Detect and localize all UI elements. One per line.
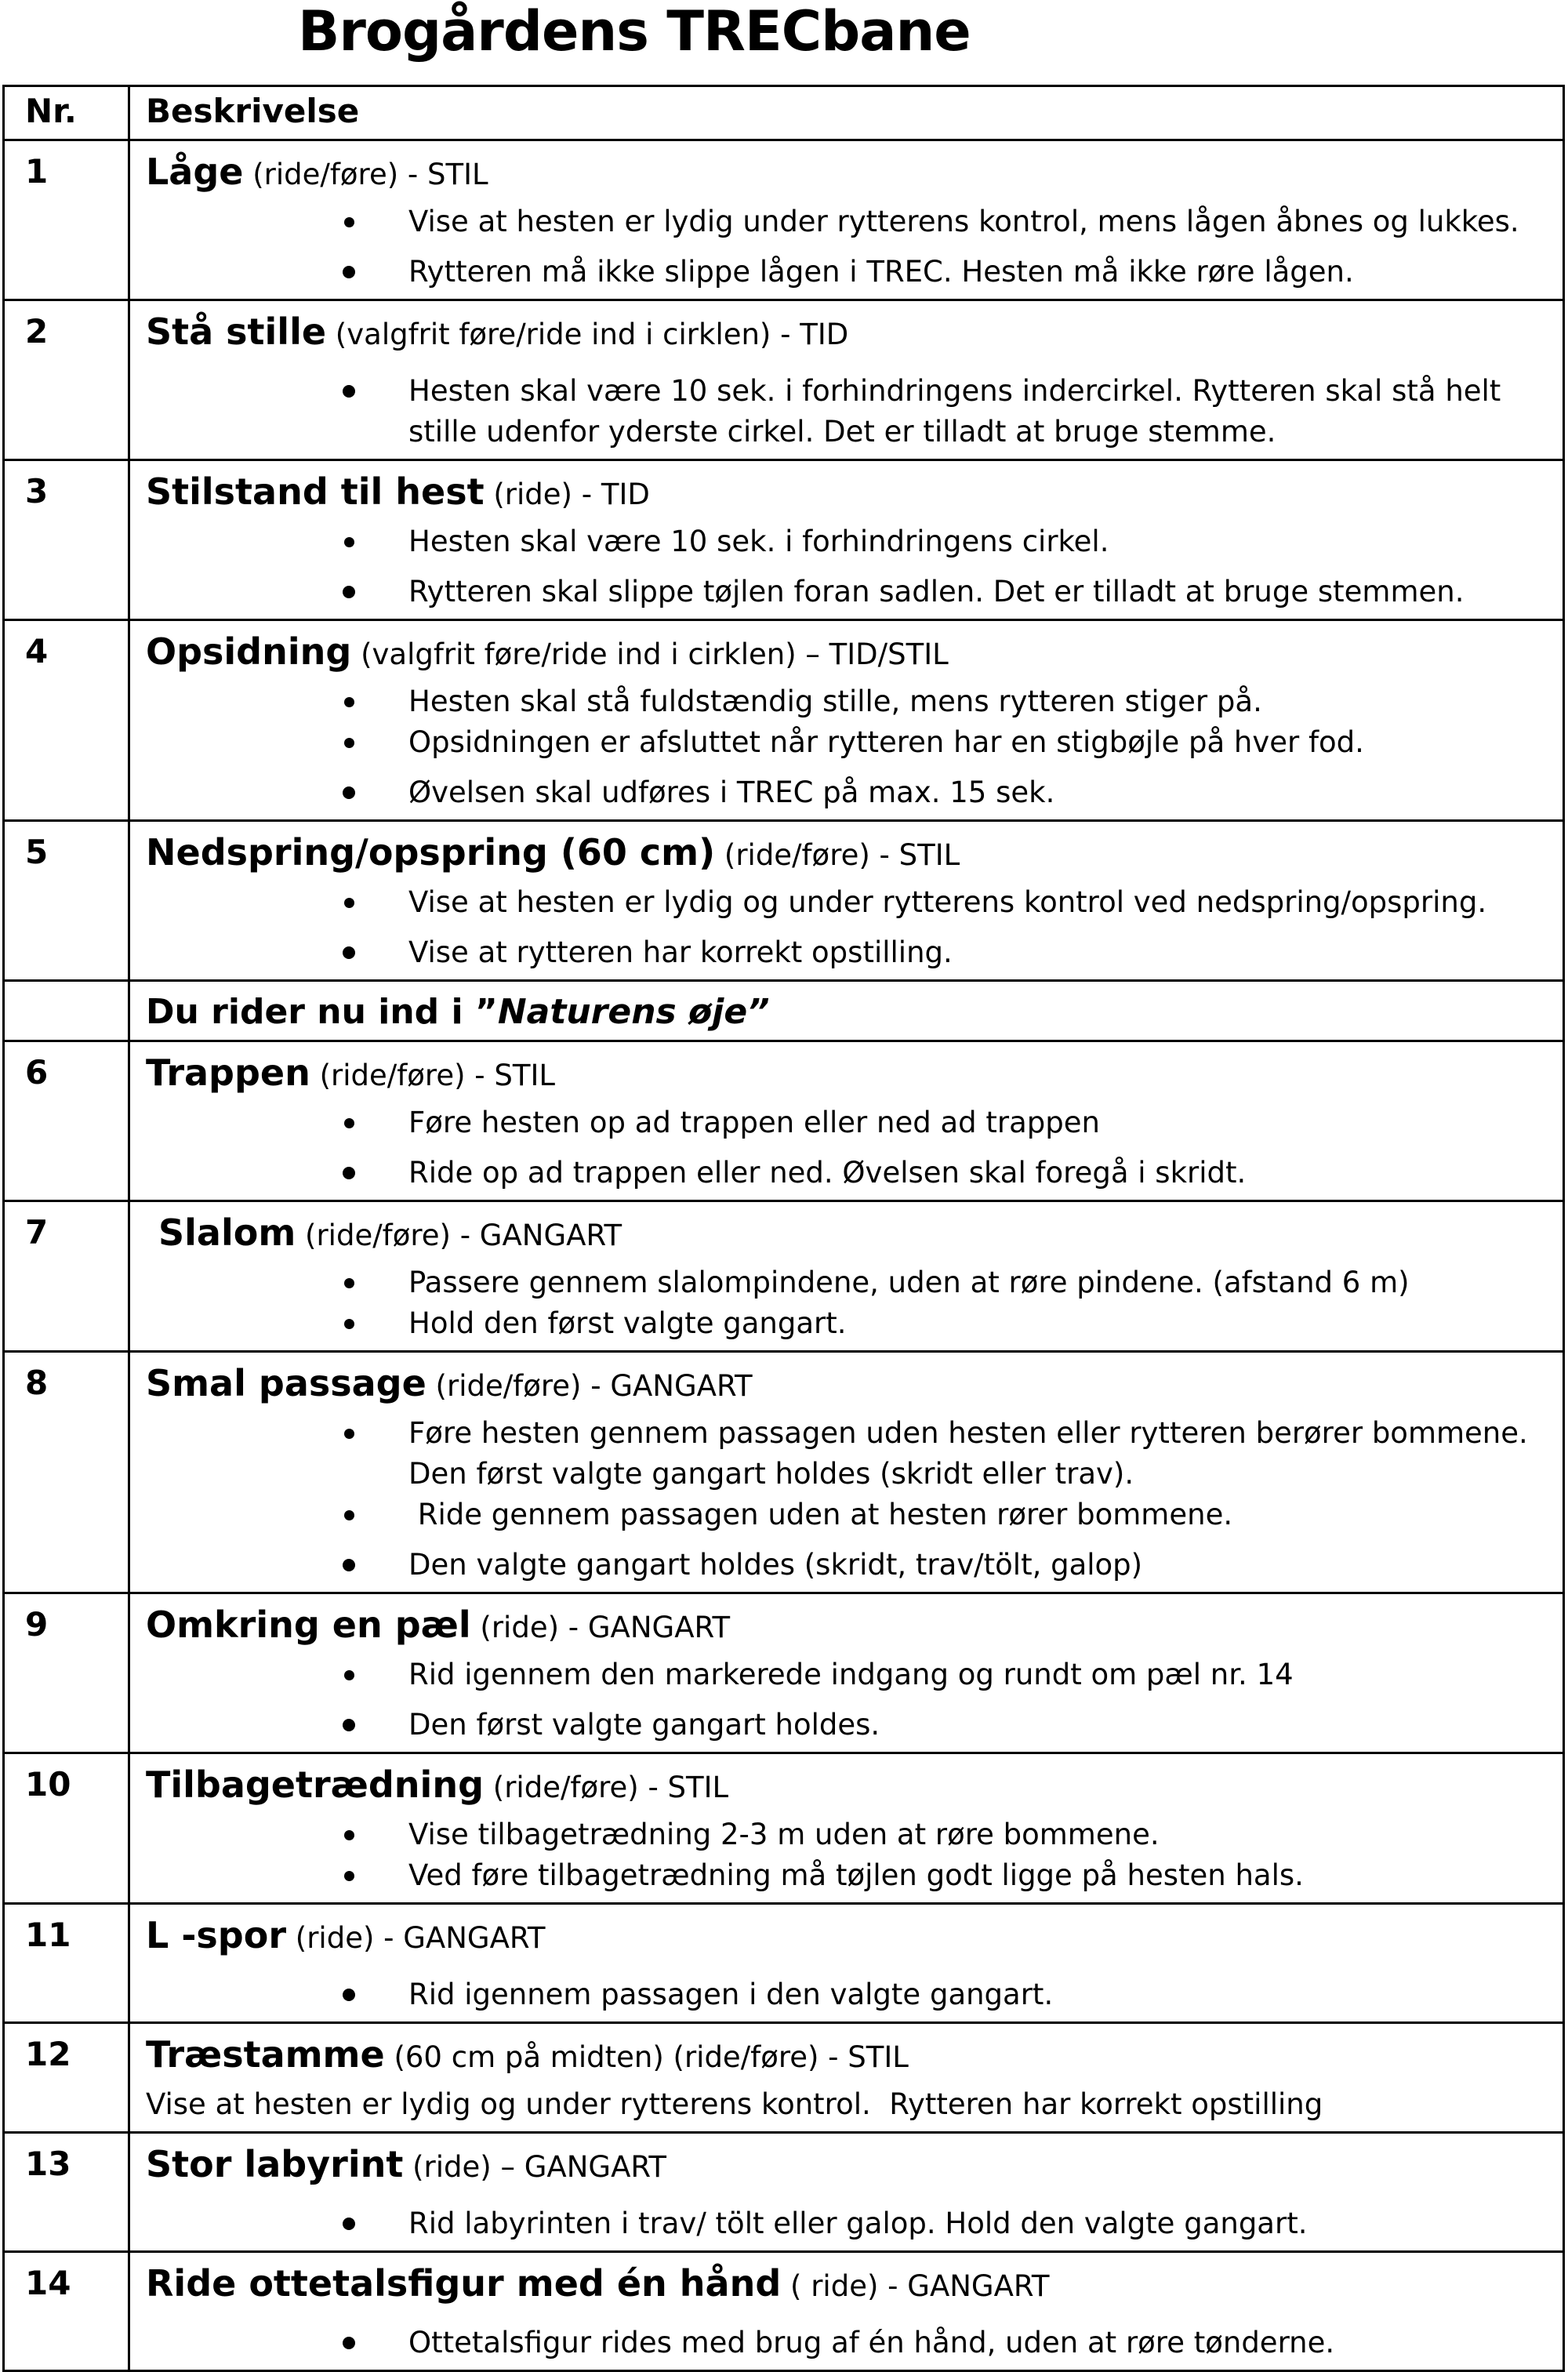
obstacle-name: Opsidning — [146, 630, 352, 673]
bullet-item — [130, 1102, 1563, 1143]
obstacle-heading — [130, 831, 1563, 882]
obstacle-meta: (valgfrit føre/ride ind i cirklen) - TID — [326, 318, 849, 351]
row-description — [129, 821, 1564, 981]
row-description — [129, 2133, 1564, 2252]
obstacle-heading — [130, 1914, 1563, 1965]
obstacle-meta: (ride/føre) - GANGART — [296, 1219, 622, 1252]
bullet-dot-icon — [344, 537, 354, 547]
obstacle-heading — [130, 1211, 1563, 1262]
row-description — [129, 981, 1564, 1041]
obstacle-heading — [130, 2033, 1563, 2084]
bullet-item — [130, 1814, 1563, 1855]
row-number: 5 — [4, 821, 129, 981]
table-row — [4, 140, 1564, 300]
bullet-dot-icon — [344, 1429, 354, 1439]
bullet-item — [130, 2203, 1563, 2244]
bullet-dot-icon — [343, 385, 355, 398]
obstacle-heading — [130, 1764, 1563, 1814]
row-description — [129, 1753, 1564, 1904]
row-description — [129, 1593, 1564, 1753]
section-heading-text: Du rider nu ind i ” — [146, 992, 498, 1032]
obstacle-name: Trappen — [146, 1052, 310, 1094]
bullet-item — [130, 772, 1563, 813]
bullet-dot-icon — [343, 1719, 355, 1731]
row-description — [129, 1904, 1564, 2023]
table-row — [4, 1593, 1564, 1753]
bullet-item — [130, 1413, 1563, 1495]
bullet-dot-icon — [343, 786, 355, 799]
bullet-dot-icon — [344, 217, 354, 227]
obstacle-meta: (ride/føre) - STIL — [715, 838, 960, 872]
bullet-dot-icon — [343, 2218, 355, 2230]
bullet-dot-icon — [344, 1118, 354, 1128]
table-row — [4, 1753, 1564, 1904]
obstacle-description-text: Vise at hesten er lydig og under rytterens kontrol. Rytteren har korrekt opstilling — [146, 2087, 1323, 2121]
row-description — [129, 460, 1564, 620]
bullet-dot-icon — [343, 1989, 355, 2001]
row-number: 7 — [4, 1201, 129, 1352]
obstacle-name: Stå stille — [146, 311, 327, 353]
bullet-text: Rid labyrinten i trav/ tölt eller galop. Hold den valgte gangart. — [408, 2207, 1308, 2240]
table-row — [4, 1201, 1564, 1352]
obstacle-name: Nedspring/opspring (60 cm) — [146, 831, 716, 874]
bullet-item — [130, 202, 1563, 242]
obstacle-heading — [130, 1604, 1563, 1655]
bullet-item — [130, 1855, 1563, 1896]
bullet-item — [130, 932, 1563, 973]
row-number — [4, 981, 129, 1041]
bullet-text: Rytteren skal slippe tøjlen foran sadlen. Det er tilladt at bruge stemmen. — [408, 575, 1465, 608]
obstacle-name: Stor labyrint — [146, 2143, 404, 2185]
row-number: 14 — [4, 2252, 129, 2371]
page-title: Brogårdens TRECbane — [298, 0, 971, 64]
obstacle-name: Omkring en pæl — [146, 1604, 471, 1646]
obstacle-name: Træstamme — [146, 2033, 385, 2076]
bullet-item — [130, 722, 1563, 763]
table-row — [4, 1041, 1564, 1201]
bullet-dot-icon — [343, 946, 355, 959]
bullet-item — [130, 1303, 1563, 1344]
obstacle-name: L -spor — [146, 1914, 287, 1956]
bullet-text: Den valgte gangart holdes (skridt, trav/tölt, galop) — [408, 1548, 1143, 1582]
obstacle-name: Smal passage — [146, 1362, 426, 1404]
section-heading — [130, 991, 1563, 1033]
row-number: 13 — [4, 2133, 129, 2252]
bullet-text: Vise tilbagetrædning 2-3 m uden at røre bommene. — [408, 1818, 1160, 1851]
obstacle-heading — [130, 470, 1563, 521]
obstacle-meta: (ride/føre) - STIL — [484, 1771, 729, 1804]
bullet-item — [130, 521, 1563, 562]
bullet-item — [130, 1655, 1563, 1695]
obstacle-heading — [130, 1052, 1563, 1102]
bullet-dot-icon — [343, 1559, 355, 1571]
bullet-item — [130, 371, 1563, 452]
row-number: 3 — [4, 460, 129, 620]
table-row — [4, 620, 1564, 821]
bullet-item — [130, 681, 1563, 722]
row-number: 12 — [4, 2023, 129, 2133]
table-row — [4, 821, 1564, 981]
bullet-text: Føre hesten op ad trappen eller ned ad trappen — [408, 1106, 1100, 1139]
bullet-text: Ride op ad trappen eller ned. Øvelsen skal foregå i skridt. — [408, 1156, 1247, 1190]
row-number: 2 — [4, 300, 129, 460]
bullet-text: Øvelsen skal udføres i TREC på max. 15 sek. — [408, 776, 1055, 809]
obstacle-name: Slalom — [146, 1211, 296, 1254]
row-number: 10 — [4, 1753, 129, 1904]
obstacle-meta: (ride) - TID — [484, 478, 650, 511]
section-row — [4, 981, 1564, 1041]
section-heading-italic: Naturens øje” — [497, 992, 770, 1032]
bullet-dot-icon — [343, 2337, 355, 2349]
table-row — [4, 1352, 1564, 1593]
obstacle-name: Stilstand til hest — [146, 470, 485, 513]
obstacle-meta: (ride/føre) - STIL — [243, 158, 488, 191]
bullet-item — [130, 572, 1563, 612]
obstacle-heading — [130, 2143, 1563, 2194]
bullet-text: Føre hesten gennem passagen uden hesten eller rytteren berører bommene. Den først valgte gangart holdes (skridt eller trav). — [408, 1416, 1537, 1491]
obstacle-meta: (60 cm på midten) (ride/føre) - STIL — [384, 2040, 909, 2074]
bullet-text: Passere gennem slalompindene, uden at røre pindene. (afstand 6 m) — [408, 1266, 1410, 1299]
bullet-dot-icon — [344, 697, 354, 707]
bullet-dot-icon — [344, 1278, 354, 1288]
row-number: 8 — [4, 1352, 129, 1593]
row-description — [129, 2023, 1564, 2133]
bullet-item — [130, 1974, 1563, 2015]
row-description — [129, 620, 1564, 821]
bullet-dot-icon — [344, 1830, 354, 1840]
row-number: 1 — [4, 140, 129, 300]
row-description — [129, 140, 1564, 300]
bullet-text: Hesten skal være 10 sek. i forhindringens indercirkel. Rytteren skal stå helt stille udenfor yderste cirkel. Det er tilladt at bruge stemme. — [408, 374, 1511, 449]
bullet-item — [130, 1262, 1563, 1303]
table-row — [4, 460, 1564, 620]
row-description — [129, 1041, 1564, 1201]
table-header-row — [4, 86, 1564, 140]
bullet-item — [130, 252, 1563, 292]
bullet-text: Vise at rytteren har korrekt opstilling. — [408, 935, 953, 969]
bullet-text: Ride gennem passagen uden at hesten rører bommene. — [408, 1498, 1233, 1531]
row-number: 9 — [4, 1593, 129, 1753]
bullet-dot-icon — [344, 1871, 354, 1881]
bullet-text: Vise at hesten er lydig og under rytterens kontrol ved nedspring/opspring. — [408, 885, 1487, 919]
bullet-text: Rid igennem den markerede indgang og rundt om pæl nr. 14 — [408, 1658, 1294, 1691]
obstacle-meta: (ride) - GANGART — [470, 1611, 731, 1644]
bullet-text: Rid igennem passagen i den valgte gangart. — [408, 1978, 1054, 2011]
bullet-item — [130, 1495, 1563, 1535]
bullet-text: Opsidningen er afsluttet når rytteren har en stigbøjle på hver fod. — [408, 725, 1364, 759]
obstacle-heading — [130, 311, 1563, 361]
table-row — [4, 1904, 1564, 2023]
bullet-dot-icon — [343, 586, 355, 598]
obstacle-meta: (valgfrit føre/ride ind i cirklen) – TID/STIL — [351, 637, 949, 671]
row-number: 6 — [4, 1041, 129, 1201]
row-description — [129, 2252, 1564, 2371]
bullet-text: Hold den først valgte gangart. — [408, 1306, 847, 1340]
obstacle-meta: (ride) - GANGART — [286, 1921, 546, 1955]
row-number: 4 — [4, 620, 129, 821]
obstacle-table — [2, 85, 1565, 2372]
bullet-item — [130, 882, 1563, 923]
obstacle-meta: ( ride) - GANGART — [781, 2269, 1050, 2303]
bullet-item — [130, 2323, 1563, 2363]
row-description — [129, 300, 1564, 460]
bullet-dot-icon — [344, 1510, 354, 1520]
obstacle-meta: (ride/føre) - STIL — [310, 1059, 556, 1092]
bullet-dot-icon — [344, 898, 354, 908]
obstacle-heading — [130, 2262, 1563, 2313]
bullet-dot-icon — [344, 738, 354, 748]
obstacle-meta: (ride) – GANGART — [403, 2150, 666, 2184]
table-row — [4, 2023, 1564, 2133]
obstacle-name: Låge — [146, 151, 244, 193]
obstacle-name: Tilbagetrædning — [146, 1764, 485, 1806]
bullet-text: Ved føre tilbagetrædning må tøjlen godt ligge på hesten hals. — [408, 1858, 1304, 1892]
bullet-dot-icon — [344, 1319, 354, 1329]
bullet-text: Den først valgte gangart holdes. — [408, 1708, 880, 1742]
obstacle-meta: (ride/føre) - GANGART — [426, 1369, 753, 1403]
obstacle-heading — [130, 630, 1563, 681]
bullet-text: Ottetalsfigur rides med brug af én hånd, uden at røre tønderne. — [408, 2326, 1335, 2359]
bullet-text: Hesten skal være 10 sek. i forhindringens cirkel. — [408, 525, 1109, 558]
bullet-item — [130, 1705, 1563, 1745]
bullet-dot-icon — [344, 1670, 354, 1680]
bullet-text: Vise at hesten er lydig under rytterens kontrol, mens lågen åbnes og lukkes. — [408, 205, 1519, 238]
obstacle-heading — [130, 151, 1563, 202]
table-row — [4, 2252, 1564, 2371]
table-row — [4, 300, 1564, 460]
table-row — [4, 2133, 1564, 2252]
bullet-item — [130, 1545, 1563, 1586]
obstacle-name: Ride ottetalsfigur med én hånd — [146, 2262, 782, 2305]
header-nr: Nr. — [4, 86, 129, 140]
bullet-dot-icon — [343, 1167, 355, 1179]
row-description — [129, 1352, 1564, 1593]
row-description — [129, 1201, 1564, 1352]
bullet-item — [130, 1153, 1563, 1193]
row-number: 11 — [4, 1904, 129, 2023]
header-description: Beskrivelse — [129, 86, 1564, 140]
obstacle-heading — [130, 1362, 1563, 1413]
bullet-text: Rytteren må ikke slippe lågen i TREC. Hesten må ikke røre lågen. — [408, 255, 1354, 289]
bullet-dot-icon — [343, 266, 355, 278]
bullet-text: Hesten skal stå fuldstændig stille, mens rytteren stiger på. — [408, 685, 1262, 718]
